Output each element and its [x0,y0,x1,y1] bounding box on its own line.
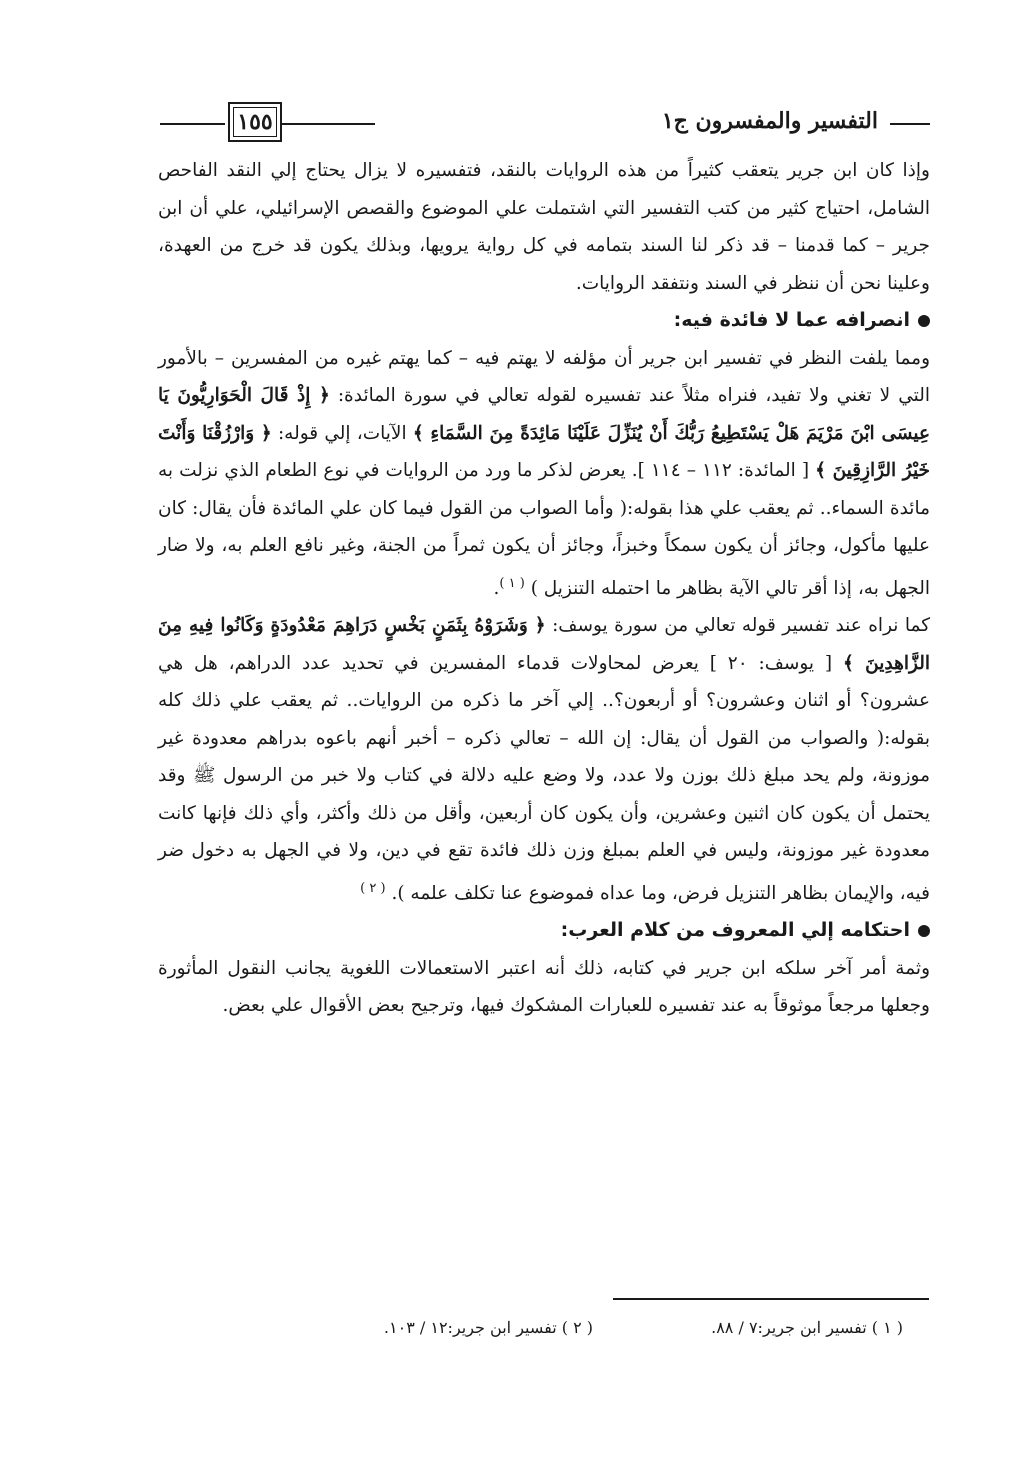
paragraph-3 [158,607,930,912]
footnote-2: ( ٢ ) تفسير ابن جرير:١٢ / ١٠٣. [383,1318,593,1337]
paragraph-2: ومما يلفت النظر في تفسير ابن جرير أن مؤلفه لا يهتم فيه – كما يهتم غيره من المفسرين – بالأمور التي لا تغني ولا تفيد، فنراه مثلاً عند تفسيره لقوله تعالي في سورة المائدة: ﴿ إِذْ قَالَ الْحَوَارِيُّونَ يَا عِيسَى ابْنَ مَرْيَمَ هَلْ يَسْتَطِيعُ رَبُّكَ أَنْ يُنَزِّلَ عَلَيْنَا مَائِدَةً مِنَ السَّمَاءِ ﴾ الآيات، إلي قوله: ﴿ وَارْزُقْنَا وَأَنْتَ خَيْرُ الرَّازِقِينَ ﴾ [ المائدة: ١١٢ – ١١٤ ]. يعرض لذكر ما ورد من الروايات في نوع الطعام الذي نزلت به مائدة السماء.. ثم يعقب علي هذا بقوله:( وأما الصواب من القول فيما كان علي المائدة فأن يقال: كان عليها مأكول، وجائز أن يكون سمكاً وخبزاً، وجائز أن يكون ثمراً من الجنة، وغير نافع العلم به، ولا ضار الجهل به، إذا أقر تالي الآية بظاهر ما احتمله التنزيل ) $^{( ١ )}$. [158,347,930,599]
quran-verse-maidah-112: ﴿ إِذْ قَالَ الْحَوَارِيُّونَ يَا عِيسَى ابْنَ مَرْيَمَ هَلْ يَسْتَطِيعُ رَبُّكَ أَنْ يُنَزِّلَ عَلَيْنَا مَائِدَةً مِنَ السَّمَاءِ ﴾ [158,385,930,444]
section-heading-2-text: احتكامه إلي المعروف من كلام العرب: [560,919,910,942]
section-heading-1-text: انصرافه عما لا فائدة فيه: [673,309,910,331]
quran-verse-yusuf-20: ﴿ وَشَرَوْهُ بِثَمَنٍ بَخْسٍ دَرَاهِمَ مَعْدُودَةٍ وَكَانُوا فِيهِ مِنَ الزَّاهِدِينَ ﴾ [158,615,930,674]
footnote-ref-2[interactable]: ( ٢ ) [360,880,386,896]
body-text [158,152,930,1025]
section-heading-2 [158,912,930,950]
footnote-ref-1[interactable]: ( ١ ) [499,575,525,591]
footnote-divider [613,1298,929,1300]
header-rule-far-left [160,123,225,125]
paragraph-3-intro: كما نراه عند تفسير قوله تعالي من سورة يوسف: [552,615,930,637]
footnote-1: ( ١ ) تفسير ابن جرير:٧ / ٨٨. [711,1318,903,1337]
quran-verse-maidah-114: ﴿ وَارْزُقْنَا وَأَنْتَ خَيْرُ الرَّازِقِينَ ﴾ [158,422,930,481]
page-number: ١٥٥ [228,102,282,142]
footnotes [263,1318,903,1348]
bullet-icon [918,925,930,937]
running-header [160,100,930,146]
section-heading-1 [158,302,930,340]
header-rule-right [890,123,930,125]
paragraph-3-body: [ يوسف: ٢٠ ] يعرض لمحاولات قدماء المفسرين في تحديد عدد الدراهم، هل هي عشرون؟ أو اثنان وعشرون؟ أو أربعون؟.. إلي آخر ما ذكره من الروايات.. ثم يعقب علي ذلك كله بقوله:( والصواب من القول أن يقال: إن الله – تعالي ذكره – أخبر أنهم باعوه بدراهم معدودة غير موزونة، ولم يحد مبلغ ذلك بوزن ولا عدد، ولا وضع عليه دلالة في كتاب ولا خبر من الرسول ﷺ وقد يحتمل أن يكون كان اثنين وعشرين، وأن يكون كان أربعين، وأقل من ذلك وأكثر، وأي ذلك فإنها كانت معدودة غير موزونة، وليس في العلم بمبلغ وزن ذلك فائدة تقع في دين، ولا في الجهل به دخول ضر فيه، والإيمان بظاهر التنزيل فرض، وما عداه فموضوع عنا تكلف علمه ). [158,652,930,904]
paragraph-2-body: [ المائدة: ١١٢ – ١١٤ ]. يعرض لذكر ما ورد من الروايات في نوع الطعام الذي نزلت به مائدة السماء.. ثم يعقب علي هذا بقوله:( وأما الصواب من القول فيما كان علي المائدة فأن يقال: كان عليها مأكول، وجائز أن يكون سمكاً وخبزاً، وجائز أن يكون ثمراً من الجنة، وغير نافع العلم به، ولا ضار الجهل به، إذا أقر تالي الآية بظاهر ما احتمله التنزيل ) [158,460,930,599]
header-rule-left [280,123,375,125]
paragraph-1: وإذا كان ابن جرير يتعقب كثيراً من هذه الروايات بالنقد، فتفسيره لا يزال يحتاج إلي النقد الفاحص الشامل، احتياج كثير من كتب التفسير التي اشتملت علي الموضوع والقصص الإسرائيلي، علي أن ابن جرير – كما قدمنا – قد ذكر لنا السند بتمامه في كل رواية يرويها، وبذلك يكون قد خرج من العهدة، وعلينا نحن أن ننظر في السند ونتفقد الروايات. [158,160,930,294]
bullet-icon [918,315,930,327]
book-title: التفسير والمفسرون ج١ [661,108,878,134]
paragraph-4: وثمة أمر آخر سلكه ابن جرير في كتابه، ذلك أنه اعتبر الاستعمالات اللغوية يجانب النقول المأثورة وجعلها مرجعاً موثوقاً به عند تفسيره للعبارات المشكوك فيها، وترجيح بعض الأقوال علي بعض. [158,957,930,1017]
paragraph-2-mid: الآيات، إلي قوله: [277,422,407,444]
paragraph-2-intro: ومما يلفت النظر في تفسير ابن جرير أن مؤلفه لا يهتم فيه – كما يهتم غيره من المفسرين – بالأمور التي لا تغني ولا تفيد، فنراه مثلاً عند تفسيره لقوله تعالي في سورة المائدة: [158,347,930,406]
